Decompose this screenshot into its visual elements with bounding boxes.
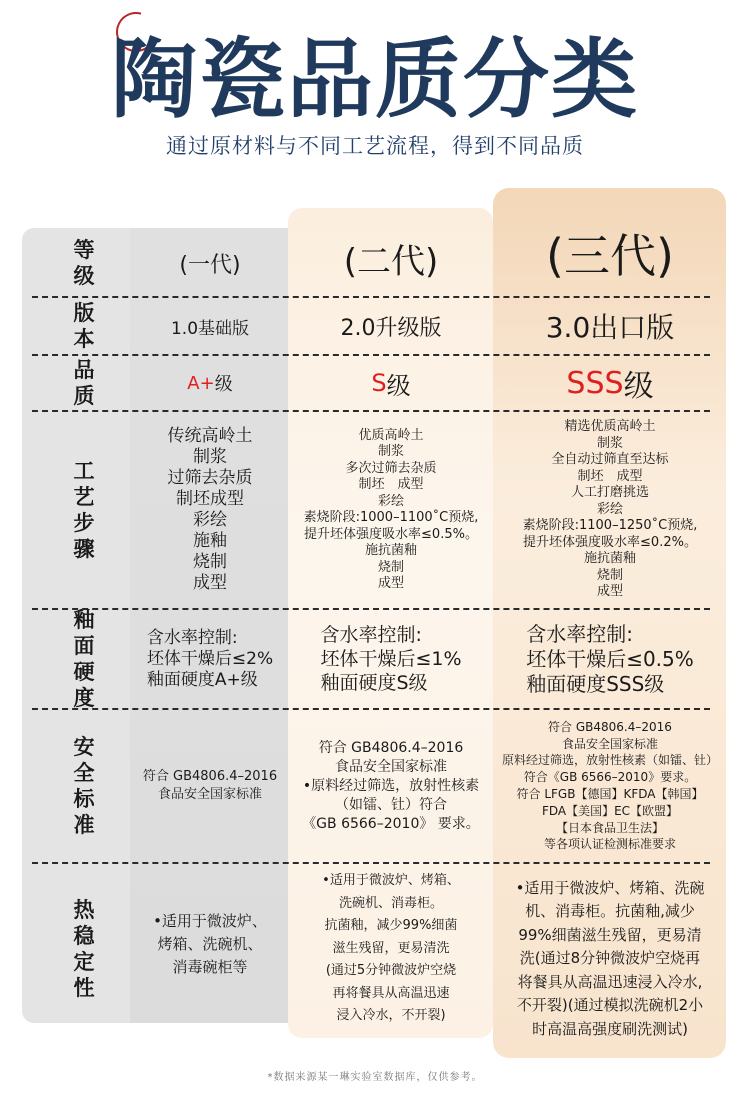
gen1-quality [132, 356, 288, 410]
gen2-hardness: 含水率控制: 坯体干燥后≤1% 釉面硬度S级 [320, 624, 462, 694]
label-safety: 安 全 标 准 [73, 735, 95, 837]
label-hardness: 釉 面 硬 度 [73, 608, 95, 710]
gen1-safety: 符合 GB4806.4–2016 食品安全国家标准 [142, 769, 278, 802]
gen3-safety: 符合 GB4806.4–2016 食品安全国家标准 原料经过筛选，放射性核素（如镭、钍） 符合《GB 6566–2010》要求。 符合 LFGB【德国】KFDA【韩国】 FDA【美国】EC【欧盟】 【日本食品卫生法】 等各项认证检测标准要求 [501, 719, 718, 852]
gen3-process: 精选优质高岭土 制浆 全自动过筛直至达标 制坯 成型 人工打磨挑选 彩绘 素烧阶段:1100–1250˚C预烧, 提升坯体强度吸水率≤0.2%。 施抗菌釉 烧制 成型 [522, 419, 698, 600]
gen1-quality-suffix: 级 [214, 374, 233, 395]
gen3-quality-suffix: 级 [623, 369, 654, 404]
gen2-quality [290, 356, 492, 410]
gen2-name: (二代) [343, 241, 439, 282]
gen2-process: 优质高岭土 制浆 多次过筛去杂质 制坯 成型 彩绘 素烧阶段:1000–1100˚C预烧, 提升坯体强度吸水率≤0.5%。 施抗菌釉 烧制 成型 [303, 427, 479, 591]
page-subtitle: 通过原材料与不同工艺流程，得到不同品质 [166, 134, 584, 158]
title-area [0, 0, 750, 130]
label-heat: 热 稳 定 性 [73, 898, 95, 1000]
gen1-hardness: 含水率控制: 坯体干燥后≤2% 釉面硬度A+级 [146, 627, 274, 690]
label-grade: 等 级 [73, 238, 95, 288]
gen1-process: 传统高岭土 制浆 过筛去杂质 制坯成型 彩绘 施釉 烧制 成型 [167, 426, 253, 593]
label-version: 版 本 [73, 301, 95, 351]
gen1-heat: •适用于微波炉、 烤箱、洗碗机、 消毒碗柜等 [153, 911, 267, 976]
gen3-quality [495, 356, 725, 410]
gen3-hardness: 含水率控制: 坯体干燥后≤0.5% 釉面硬度SSS级 [526, 621, 694, 696]
page-title: 陶瓷品质分类 [111, 29, 639, 130]
gen2-quality-suffix: 级 [386, 371, 411, 400]
gen2-safety: 符合 GB4806.4–2016 食品安全国家标准 •原料经过筛选，放射性核素 （如镭、钍）符合 《GB 6566–2010》 要求。 [302, 739, 480, 832]
gen2-version: 2.0升级版 [340, 315, 442, 341]
label-quality: 品 质 [73, 358, 95, 408]
gen1-quality-grade: A+ [187, 372, 215, 394]
gen2-heat: •适用于微波炉、烤箱、 洗碗机、消毒柜。 抗菌釉，减少99%细菌 滋生残留，更易清洗 (通过5分钟微波炉空烧 再将餐具从高温迅速 浸入冷水，不开裂) [322, 873, 460, 1024]
gen2-quality-grade: S [371, 369, 387, 397]
gen1-version: 1.0基础版 [170, 318, 250, 339]
gen3-quality-grade: SSS [566, 365, 624, 401]
gen3-heat: •适用于微波炉、烤箱、洗碗 机、消毒柜。抗菌釉,减少 99%细菌滋生残留，更易清 洗(通过8分钟微波炉空烧再 将餐具从高温迅速浸入冷水, 不开裂)(通过模拟洗碗机2小 时高温高强度刷洗测试) [515, 878, 705, 1038]
gen3-version: 3.0出口版 [545, 311, 675, 344]
label-process: 工 艺 步 骤 [73, 459, 95, 561]
gen1-name: (一代) [179, 252, 241, 278]
footnote: *数据来源某一琳实验室数据库，仅供参考。 [267, 1072, 483, 1083]
gen3-name: (三代) [546, 229, 674, 283]
